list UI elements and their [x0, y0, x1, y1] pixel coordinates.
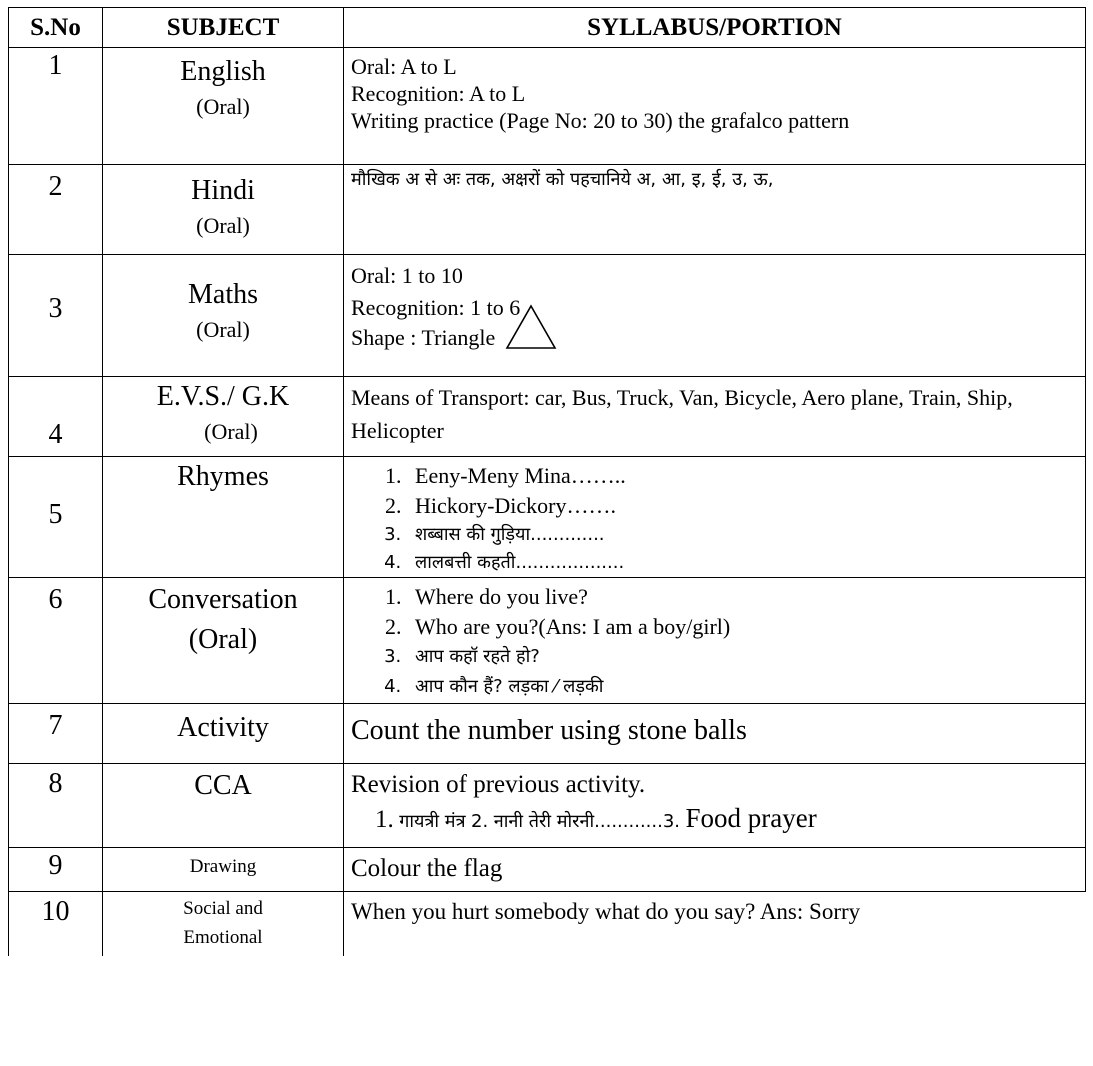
- row-number-text: 4: [48, 419, 63, 450]
- row-number: [9, 165, 103, 255]
- row-number-text: 3: [48, 293, 63, 324]
- syllabus-line: Count the number using stone balls: [351, 715, 747, 746]
- syllabus-cell: [344, 704, 1086, 764]
- subject-note: (Oral): [196, 213, 250, 238]
- row-number-text: 1: [48, 50, 63, 81]
- subject-cell: [103, 377, 344, 457]
- subject-cell: [103, 892, 344, 956]
- row-number: [9, 764, 103, 848]
- syllabus-line: Oral: A to L: [351, 54, 457, 79]
- row-number: [9, 578, 103, 704]
- syllabus-cell: [344, 165, 1086, 255]
- list-item: 4. लालबत्ती कहती...................: [407, 549, 1077, 577]
- syllabus-line: Means of Transport: car, Bus, Truck, Van, Bicycle, Aero plane, Train, Ship, Helicopter: [351, 385, 1013, 443]
- subject-name: Conversation: [148, 584, 298, 615]
- list-item: 2. Hickory-Dickory…….: [407, 491, 1077, 521]
- syllabus-cell: [344, 255, 1086, 377]
- cca-list-line: [351, 801, 1077, 839]
- subject-note: (Oral): [204, 419, 258, 444]
- triangle-icon: [505, 304, 557, 352]
- syllabus-cell: [344, 578, 1086, 704]
- table-row: [9, 764, 1086, 848]
- cca-num: 2.: [471, 811, 489, 832]
- syllabus-line: Oral: 1 to 10: [351, 263, 463, 288]
- subject-cell: [103, 255, 344, 377]
- syllabus-line: Recognition: A to L: [351, 81, 526, 106]
- table-row: [9, 848, 1086, 892]
- row-number-text: 10: [41, 896, 70, 927]
- subject-name: E.V.S./ G.K: [156, 381, 290, 412]
- subject-cell: [103, 578, 344, 704]
- subject-name: Rhymes: [177, 461, 269, 492]
- syllabus-line: Revision of previous activity.: [351, 771, 646, 798]
- list-item: 3. शब्बास की गुड़िया.............: [407, 521, 1077, 549]
- syllabus-line: Shape : Triangle: [351, 325, 496, 350]
- syllabus-table: [8, 7, 1086, 956]
- list-item: 1. Where do you live?: [407, 582, 1077, 612]
- syllabus-line-shape: [351, 324, 1077, 352]
- subject-name: Drawing: [189, 856, 257, 877]
- table-row: [9, 457, 1086, 578]
- row-number: [9, 377, 103, 457]
- subject-name: Activity: [177, 712, 269, 743]
- subject-name: English: [180, 56, 266, 87]
- table-row: [9, 377, 1086, 457]
- subject-cell: [103, 704, 344, 764]
- subject-name: Social and Emotional: [183, 898, 263, 948]
- syllabus-cell: [344, 764, 1086, 848]
- syllabus-line: Colour the flag: [351, 855, 503, 882]
- subject-cell: [103, 48, 344, 165]
- syllabus-line: मौखिक अ से अः तक, अक्षरों को पहचानिये अ, आ, इ, ई, उ, ऊ,: [351, 169, 774, 190]
- syllabus-cell: [344, 457, 1086, 578]
- rhymes-list: [351, 461, 1077, 577]
- row-number-text: 6: [48, 584, 63, 615]
- header-sno: S.No: [9, 8, 103, 48]
- conversation-list: [351, 582, 1077, 702]
- cca-item: Food prayer: [685, 803, 817, 833]
- subject-name: CCA: [194, 770, 252, 801]
- header-row: [9, 8, 1086, 48]
- subject-cell: [103, 457, 344, 578]
- row-number: [9, 48, 103, 165]
- row-number-text: 5: [48, 499, 63, 530]
- subject-note: (Oral): [196, 94, 250, 119]
- header-subject: SUBJECT: [103, 8, 344, 48]
- table-row: [9, 48, 1086, 165]
- subject-cell: [103, 764, 344, 848]
- syllabus-cell: [344, 848, 1086, 892]
- list-item: 2. Who are you?(Ans: I am a boy/girl): [407, 612, 1077, 642]
- subject-note: (Oral): [196, 317, 250, 342]
- cca-item: गायत्री मंत्र: [399, 811, 466, 832]
- subject-name: Hindi: [191, 175, 255, 206]
- table-row: [9, 255, 1086, 377]
- syllabus-cell: [344, 48, 1086, 165]
- list-item: 4. आप कौन हैं? लड़का ⁄ लड़की: [407, 672, 1077, 702]
- header-syllabus: SYLLABUS/PORTION: [344, 8, 1086, 48]
- table-row: [9, 165, 1086, 255]
- row-number-text: 2: [48, 171, 63, 202]
- subject-cell: [103, 848, 344, 892]
- syllabus-cell: [344, 377, 1086, 457]
- subject-note: (Oral): [188, 624, 258, 655]
- table-row: [9, 578, 1086, 704]
- syllabus-line: Writing practice (Page No: 20 to 30) the grafalco pattern: [351, 108, 850, 133]
- row-number-text: 7: [48, 710, 63, 741]
- row-number: [9, 848, 103, 892]
- list-item: 1. Eeny-Meny Mina……..: [407, 461, 1077, 491]
- syllabus-cell: [344, 892, 1086, 956]
- table-row: [9, 704, 1086, 764]
- row-number-text: 8: [48, 768, 63, 799]
- list-item: 3. आप कहॉ रहते हो?: [407, 642, 1077, 672]
- row-number: [9, 704, 103, 764]
- subject-name: Maths: [188, 279, 258, 310]
- cca-num: 1.: [375, 806, 394, 833]
- table-row: [9, 892, 1086, 956]
- row-number-text: 9: [48, 850, 63, 881]
- cca-item: नानी तेरी मोरनी............3.: [493, 811, 681, 832]
- subject-cell: [103, 165, 344, 255]
- row-number: [9, 457, 103, 578]
- syllabus-line: Recognition: 1 to 6: [351, 295, 521, 320]
- syllabus-line: When you hurt somebody what do you say? Ans: Sorry: [351, 899, 861, 924]
- row-number: [9, 255, 103, 377]
- row-number: [9, 892, 103, 956]
